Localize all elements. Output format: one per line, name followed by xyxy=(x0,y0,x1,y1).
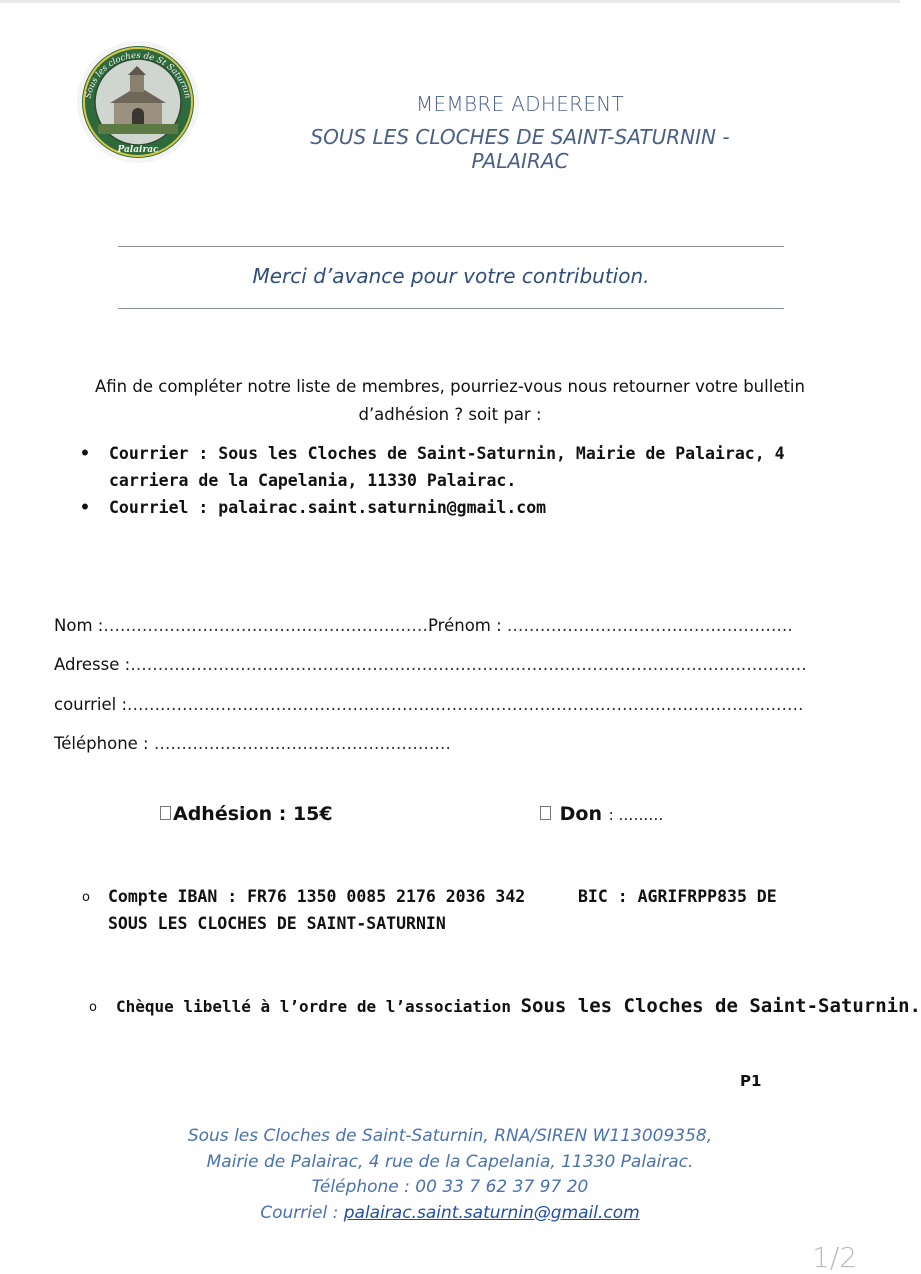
contact-method-courriel: • Courriel : palairac.saint.saturnin@gmail.com xyxy=(80,494,840,521)
telephone-field[interactable] xyxy=(54,734,451,753)
don-amount-blank[interactable]: : ……… xyxy=(608,806,664,824)
bullet-icon: • xyxy=(80,498,90,517)
document-title: MEMBRE ADHERENT xyxy=(415,92,625,116)
intro-paragraph: Afin de compléter notre liste de membres, pourriez-vous nous retourner votre bulletin d’adhésion ? soit par : xyxy=(95,377,805,424)
circle-bullet-icon: o xyxy=(82,890,90,905)
footer-line1: Sous les Cloches de Saint-Saturnin, RNA/SIREN W113009358, xyxy=(187,1126,713,1146)
logo-ring-text: Sous les cloches de St Saturnin xyxy=(83,50,193,100)
courriel-label: courriel : xyxy=(54,695,128,714)
footer-line2: Mairie de Palairac, 4 rue de la Capelania, 11330 Palairac. xyxy=(206,1151,694,1172)
don-option[interactable] xyxy=(540,803,663,825)
cheque-association-name: Sous les Cloches de Saint-Saturnin. xyxy=(520,995,921,1017)
logo-bottom-text: Palairac xyxy=(117,145,159,155)
telephone-blank[interactable]: ……………………………………………… xyxy=(153,734,451,753)
cheque-prefix: Chèque libellé à l’ordre de l’association xyxy=(116,997,511,1016)
iban-line2: SOUS LES CLOCHES DE SAINT-SATURNIN xyxy=(108,914,446,933)
prenom-blank[interactable]: ……………………………………………. xyxy=(506,616,793,635)
courriel-blank[interactable]: …………………………………………………………………………………………………………… xyxy=(127,695,804,714)
footer-email-line xyxy=(150,1201,750,1227)
bic-text: BIC : AGRIFRPP835 DE xyxy=(578,887,777,906)
don-label: Don xyxy=(559,803,602,825)
document-subtitle: SOUS LES CLOCHES DE SAINT-SATURNIN - PALAIRAC xyxy=(310,125,730,173)
contact-method-courrier: • Courrier : Sous les Cloches de Saint-Saturnin, Mairie de Palairac, 4 carriera de la Capelania, 11330 Palairac. xyxy=(80,440,840,494)
iban-line1: Compte IBAN : FR76 1350 0085 2176 2036 342 xyxy=(108,887,526,906)
prenom-label: Prénom : xyxy=(428,616,502,635)
nom-label: Nom : xyxy=(54,616,104,635)
footer-email-label: Courriel : xyxy=(260,1202,339,1223)
adhesion-option[interactable] xyxy=(160,803,333,825)
circle-bullet-icon: o xyxy=(89,1000,97,1015)
cheque-line xyxy=(116,993,921,1020)
nom-field[interactable] xyxy=(54,616,433,635)
page-count: 1/2 xyxy=(812,1241,858,1274)
footer xyxy=(150,1124,750,1226)
divider-bottom xyxy=(118,308,784,309)
telephone-label: Téléphone : xyxy=(54,734,149,753)
adresse-field[interactable] xyxy=(54,655,807,674)
adresse-label: Adresse : xyxy=(54,655,131,674)
top-rule xyxy=(0,0,900,3)
page-label: P1 xyxy=(740,1072,762,1090)
bullet-icon: • xyxy=(80,444,90,463)
prenom-field[interactable] xyxy=(428,616,793,635)
contact-methods-list xyxy=(80,440,840,521)
adhesion-checkbox[interactable] xyxy=(160,806,171,820)
footer-email-link[interactable]: palairac.saint.saturnin@gmail.com xyxy=(343,1202,640,1223)
adresse-blank[interactable]: …………………………………………………………………………………………………………… xyxy=(130,655,807,674)
divider-top xyxy=(118,246,784,247)
association-logo xyxy=(76,40,200,164)
nom-blank[interactable]: …………………………………………………… xyxy=(103,616,434,635)
don-checkbox[interactable] xyxy=(540,806,551,820)
adhesion-label: Adhésion : 15€ xyxy=(173,803,333,825)
courriel-field[interactable] xyxy=(54,695,804,714)
footer-phone: Téléphone : 00 33 7 62 37 97 20 xyxy=(311,1177,589,1197)
thanks-message: Merci d’avance pour votre contribution. xyxy=(252,264,650,288)
